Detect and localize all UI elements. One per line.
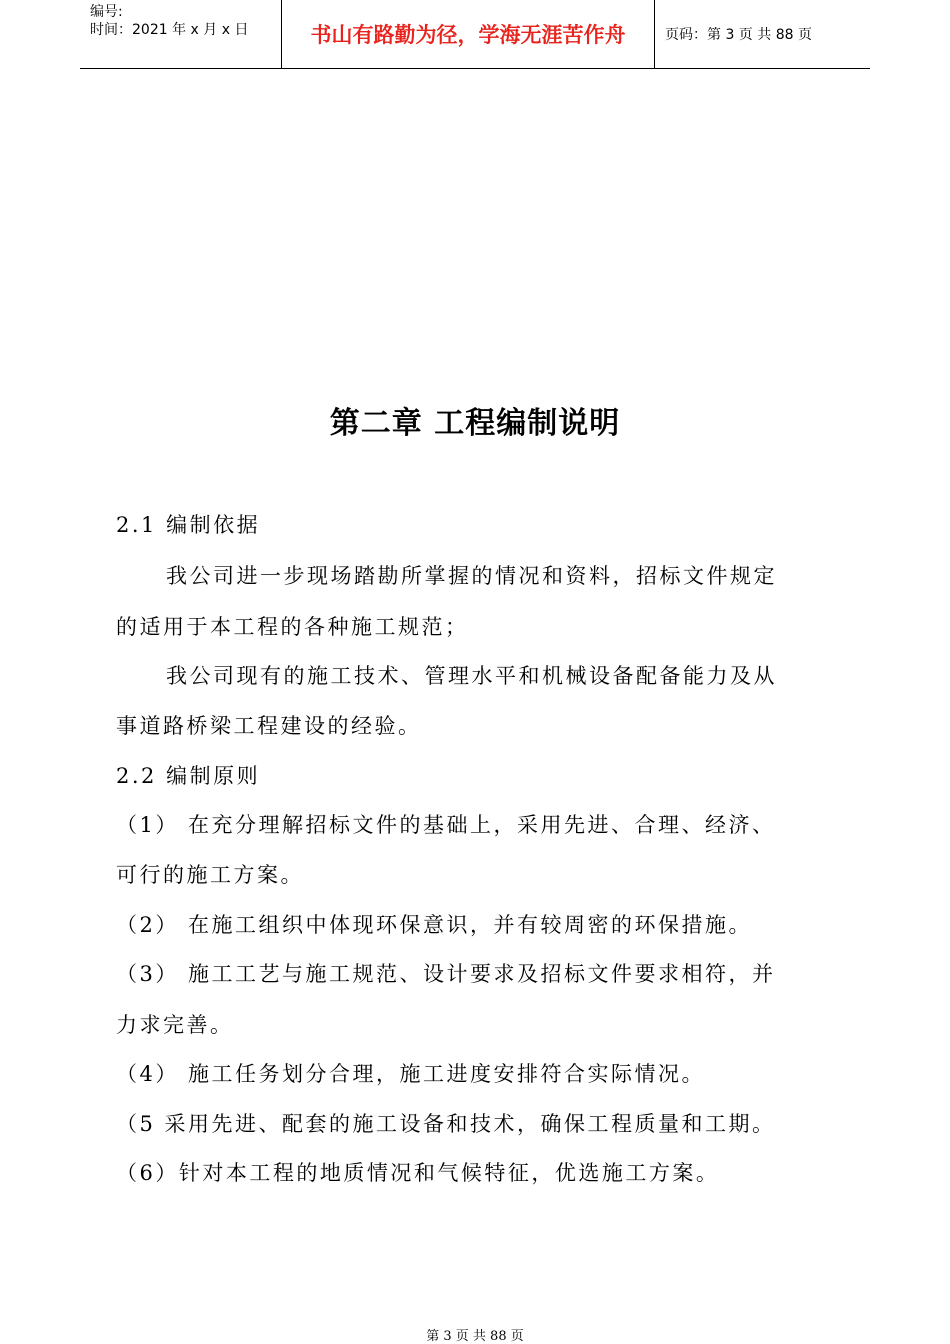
list-item: （5 采用先进、配套的施工设备和技术，确保工程质量和工期。 [116,1112,776,1136]
paragraph-line: 我公司进一步现场踏勘所掌握的情况和资料，招标文件规定 [166,564,777,588]
page-footer: 第 3 页 共 88 页 [426,1329,524,1344]
document-time-label: 时间：2021 年 x 月 x 日 [90,22,249,38]
section-heading: 2.1 编制依据 [116,513,261,537]
header-meta [90,3,248,39]
paragraph-line: 我公司现有的施工技术、管理水平和机械设备配备能力及从 [166,664,777,688]
section-heading: 2.2 编制原则 [116,764,261,788]
header-page-info: 页码：第 3 页 共 88 页 [665,27,812,43]
list-item: （1） 在充分理解招标文件的基础上，采用先进、合理、经济、 [116,813,776,837]
header-motto: 书山有路勤为径，学海无涯苦作舟 [310,23,626,47]
list-item-continuation: 力求完善。 [116,1013,234,1037]
header-divider [654,0,655,68]
document-number-label: 编号: [90,4,123,20]
paragraph-line: 的适用于本工程的各种施工规范； [116,615,469,639]
list-item: （3） 施工工艺与施工规范、设计要求及招标文件要求相符，并 [116,962,776,986]
chapter-title: 第二章 工程编制说明 [329,406,621,441]
page-header [80,0,870,69]
paragraph-line: 事道路桥梁工程建设的经验。 [116,714,422,738]
list-item: （2） 在施工组织中体现环保意识，并有较周密的环保措施。 [116,913,753,937]
list-item: （4） 施工任务划分合理，施工进度安排符合实际情况。 [116,1062,706,1086]
list-item: （6）针对本工程的地质情况和气候特征，优选施工方案。 [116,1161,720,1185]
list-item-continuation: 可行的施工方案。 [116,863,304,887]
